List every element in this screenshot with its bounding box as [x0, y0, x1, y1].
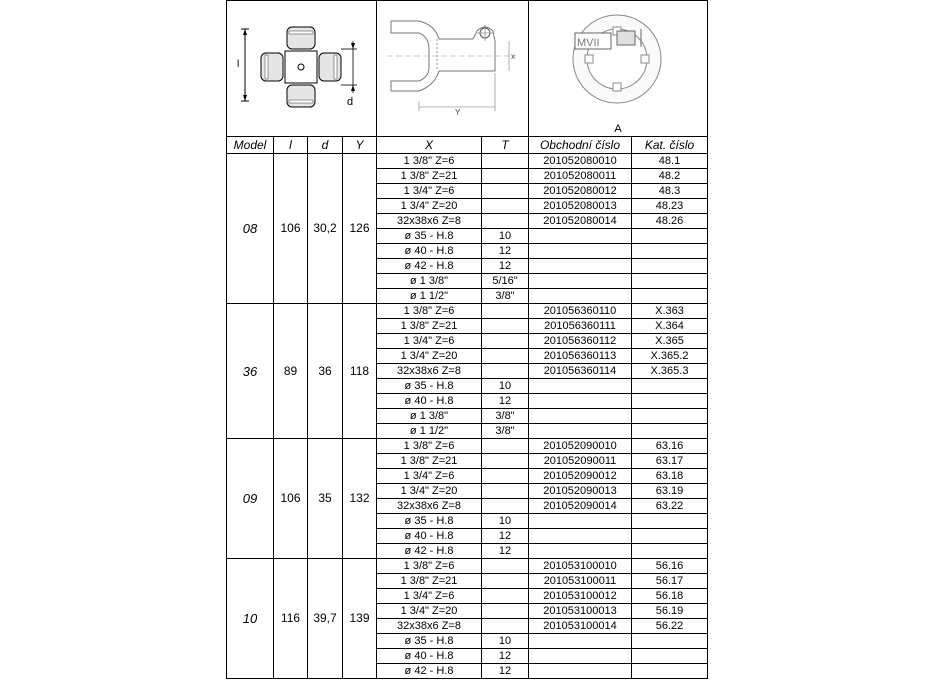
kat-cislo-cell: 63.19: [632, 484, 708, 499]
t-cell: 3/8": [482, 409, 529, 424]
x-cell: ø 35 - H.8: [377, 634, 482, 649]
kat-cislo-cell: [632, 409, 708, 424]
y-cell: 132: [343, 439, 377, 559]
kat-cislo-cell: [632, 514, 708, 529]
t-cell: [482, 484, 529, 499]
model-cell: 08: [227, 154, 274, 304]
kat-cislo-cell: 63.22: [632, 499, 708, 514]
kat-cislo-cell: 63.16: [632, 439, 708, 454]
x-cell: ø 40 - H.8: [377, 394, 482, 409]
t-cell: [482, 154, 529, 169]
t-cell: [482, 469, 529, 484]
t-cell: [482, 214, 529, 229]
t-cell: [482, 499, 529, 514]
col-header-l: l: [274, 137, 308, 154]
obchodni-cislo-cell: 201053100014: [529, 619, 632, 634]
t-cell: 12: [482, 244, 529, 259]
obchodni-cislo-cell: 201056360113: [529, 349, 632, 364]
model-cell: 09: [227, 439, 274, 559]
obchodni-cislo-cell: 201056360110: [529, 304, 632, 319]
obchodni-cislo-cell: [529, 424, 632, 439]
x-cell: 1 3/4" Z=6: [377, 469, 482, 484]
obchodni-cislo-cell: [529, 289, 632, 304]
d-cell: 36: [308, 304, 343, 439]
l-cell: 116: [274, 559, 308, 679]
kat-cislo-cell: 48.23: [632, 199, 708, 214]
y-cell: 126: [343, 154, 377, 304]
joint-label-l: l: [237, 59, 240, 70]
obchodni-cislo-cell: 201056360114: [529, 364, 632, 379]
kat-cislo-cell: [632, 424, 708, 439]
d-cell: 30,2: [308, 154, 343, 304]
x-cell: ø 1 1/2": [377, 424, 482, 439]
table-row: [227, 154, 708, 169]
obchodni-cislo-cell: [529, 529, 632, 544]
t-cell: 10: [482, 379, 529, 394]
obchodni-cislo-cell: [529, 274, 632, 289]
obchodni-cislo-cell: [529, 259, 632, 274]
t-cell: [482, 574, 529, 589]
x-cell: ø 1 3/8": [377, 409, 482, 424]
joint-label-d: d: [347, 96, 354, 108]
kat-cislo-cell: 56.16: [632, 559, 708, 574]
x-cell: ø 42 - H.8: [377, 664, 482, 679]
kat-cislo-cell: X.365: [632, 334, 708, 349]
t-cell: 12: [482, 529, 529, 544]
x-cell: ø 42 - H.8: [377, 544, 482, 559]
t-cell: [482, 199, 529, 214]
t-cell: 12: [482, 544, 529, 559]
t-cell: 3/8": [482, 424, 529, 439]
kat-cislo-cell: 56.19: [632, 604, 708, 619]
x-cell: 1 3/4" Z=20: [377, 604, 482, 619]
t-cell: 12: [482, 394, 529, 409]
y-cell: 139: [343, 559, 377, 679]
parts-table: [226, 0, 708, 679]
obchodni-cislo-cell: 201052090010: [529, 439, 632, 454]
kat-cislo-cell: [632, 529, 708, 544]
x-cell: ø 35 - H.8: [377, 379, 482, 394]
kat-cislo-cell: X.365.3: [632, 364, 708, 379]
kat-cislo-cell: X.365.2: [632, 349, 708, 364]
obchodni-cislo-cell: 201052080013: [529, 199, 632, 214]
col-header-obchodni-cislo: Obchodní číslo: [529, 137, 632, 154]
y-cell: 118: [343, 304, 377, 439]
t-cell: [482, 439, 529, 454]
x-cell: ø 1 1/2": [377, 289, 482, 304]
x-cell: ø 35 - H.8: [377, 229, 482, 244]
col-header-x: X: [377, 137, 482, 154]
x-cell: 1 3/4" Z=20: [377, 349, 482, 364]
x-cell: 32x38x6 Z=8: [377, 499, 482, 514]
bore-marking: MVII: [577, 37, 600, 49]
obchodni-cislo-cell: [529, 664, 632, 679]
x-cell: 1 3/8" Z=21: [377, 574, 482, 589]
kat-cislo-cell: [632, 544, 708, 559]
bore-profile-figure-cell: [529, 1, 708, 137]
kat-cislo-cell: [632, 649, 708, 664]
kat-cislo-cell: [632, 229, 708, 244]
kat-cislo-cell: 56.17: [632, 574, 708, 589]
x-cell: 1 3/4" Z=6: [377, 334, 482, 349]
yoke-figure-cell: [377, 1, 529, 137]
kat-cislo-cell: 56.22: [632, 619, 708, 634]
obchodni-cislo-cell: [529, 379, 632, 394]
obchodni-cislo-cell: 201052080012: [529, 184, 632, 199]
obchodni-cislo-cell: [529, 409, 632, 424]
x-cell: ø 40 - H.8: [377, 529, 482, 544]
t-cell: [482, 184, 529, 199]
bore-label-a: A: [614, 123, 622, 135]
kat-cislo-cell: 48.1: [632, 154, 708, 169]
header-row: [227, 137, 708, 154]
t-cell: [482, 604, 529, 619]
t-cell: 12: [482, 649, 529, 664]
x-cell: 1 3/8" Z=21: [377, 454, 482, 469]
bore-profile-drawing: [529, 1, 707, 123]
t-cell: [482, 334, 529, 349]
obchodni-cislo-cell: [529, 394, 632, 409]
kat-cislo-cell: 48.2: [632, 169, 708, 184]
l-cell: 106: [274, 154, 308, 304]
yoke-label-y: Y: [455, 108, 461, 117]
x-cell: 1 3/8" Z=21: [377, 169, 482, 184]
t-cell: 12: [482, 664, 529, 679]
t-cell: 10: [482, 229, 529, 244]
x-cell: 1 3/4" Z=6: [377, 184, 482, 199]
obchodni-cislo-cell: 201052090014: [529, 499, 632, 514]
x-cell: ø 1 3/8": [377, 274, 482, 289]
l-cell: 89: [274, 304, 308, 439]
col-header-d: d: [308, 137, 343, 154]
table-row: [227, 559, 708, 574]
obchodni-cislo-cell: 201056360112: [529, 334, 632, 349]
obchodni-cislo-cell: [529, 244, 632, 259]
kat-cislo-cell: 48.26: [632, 214, 708, 229]
model-cell: 36: [227, 304, 274, 439]
kat-cislo-cell: [632, 394, 708, 409]
obchodni-cislo-cell: 201052080010: [529, 154, 632, 169]
x-cell: 1 3/8" Z=6: [377, 439, 482, 454]
obchodni-cislo-cell: 201053100010: [529, 559, 632, 574]
x-cell: ø 40 - H.8: [377, 649, 482, 664]
obchodni-cislo-cell: 201056360111: [529, 319, 632, 334]
kat-cislo-cell: 56.18: [632, 589, 708, 604]
kat-cislo-cell: X.364: [632, 319, 708, 334]
d-cell: 39,7: [308, 559, 343, 679]
t-cell: [482, 559, 529, 574]
kat-cislo-cell: X.363: [632, 304, 708, 319]
col-header-t: T: [482, 137, 529, 154]
x-cell: 32x38x6 Z=8: [377, 214, 482, 229]
x-cell: 1 3/4" Z=20: [377, 199, 482, 214]
kat-cislo-cell: [632, 634, 708, 649]
universal-joint-drawing: [227, 1, 377, 123]
t-cell: 10: [482, 634, 529, 649]
kat-cislo-cell: [632, 379, 708, 394]
t-cell: [482, 169, 529, 184]
t-cell: [482, 319, 529, 334]
obchodni-cislo-cell: 201053100012: [529, 589, 632, 604]
t-cell: 3/8": [482, 289, 529, 304]
x-cell: 1 3/4" Z=6: [377, 589, 482, 604]
x-cell: ø 40 - H.8: [377, 244, 482, 259]
obchodni-cislo-cell: [529, 229, 632, 244]
kat-cislo-cell: [632, 664, 708, 679]
d-cell: 35: [308, 439, 343, 559]
figure-row: [227, 1, 708, 137]
obchodni-cislo-cell: [529, 514, 632, 529]
l-cell: 106: [274, 439, 308, 559]
obchodni-cislo-cell: 201052080011: [529, 169, 632, 184]
x-cell: ø 35 - H.8: [377, 514, 482, 529]
t-cell: [482, 304, 529, 319]
obchodni-cislo-cell: 201052090012: [529, 469, 632, 484]
kat-cislo-cell: [632, 244, 708, 259]
col-header-kat-cislo: Kat. číslo: [632, 137, 708, 154]
x-cell: 32x38x6 Z=8: [377, 364, 482, 379]
obchodni-cislo-cell: 201052080014: [529, 214, 632, 229]
x-cell: 1 3/8" Z=6: [377, 304, 482, 319]
col-header-model: Model: [227, 137, 274, 154]
obchodni-cislo-cell: 201052090011: [529, 454, 632, 469]
x-cell: 32x38x6 Z=8: [377, 619, 482, 634]
x-cell: 1 3/4" Z=20: [377, 484, 482, 499]
obchodni-cislo-cell: [529, 634, 632, 649]
table-row: [227, 439, 708, 454]
x-cell: 1 3/8" Z=6: [377, 154, 482, 169]
kat-cislo-cell: [632, 274, 708, 289]
t-cell: [482, 349, 529, 364]
obchodni-cislo-cell: [529, 649, 632, 664]
x-cell: 1 3/8" Z=6: [377, 559, 482, 574]
obchodni-cislo-cell: 201053100013: [529, 604, 632, 619]
obchodni-cislo-cell: 201052090013: [529, 484, 632, 499]
t-cell: 12: [482, 259, 529, 274]
kat-cislo-cell: 48.3: [632, 184, 708, 199]
t-cell: 10: [482, 514, 529, 529]
yoke-label-x: x: [511, 52, 515, 61]
t-cell: [482, 454, 529, 469]
universal-joint-figure-cell: [227, 1, 377, 137]
t-cell: [482, 364, 529, 379]
kat-cislo-cell: 63.18: [632, 469, 708, 484]
obchodni-cislo-cell: 201053100011: [529, 574, 632, 589]
t-cell: 5/16": [482, 274, 529, 289]
x-cell: ø 42 - H.8: [377, 259, 482, 274]
obchodni-cislo-cell: [529, 544, 632, 559]
col-header-y: Y: [343, 137, 377, 154]
x-cell: 1 3/8" Z=21: [377, 319, 482, 334]
t-cell: [482, 589, 529, 604]
t-cell: [482, 619, 529, 634]
table-row: [227, 304, 708, 319]
kat-cislo-cell: [632, 259, 708, 274]
kat-cislo-cell: [632, 289, 708, 304]
yoke-drawing: [377, 1, 529, 123]
kat-cislo-cell: 63.17: [632, 454, 708, 469]
model-cell: 10: [227, 559, 274, 679]
